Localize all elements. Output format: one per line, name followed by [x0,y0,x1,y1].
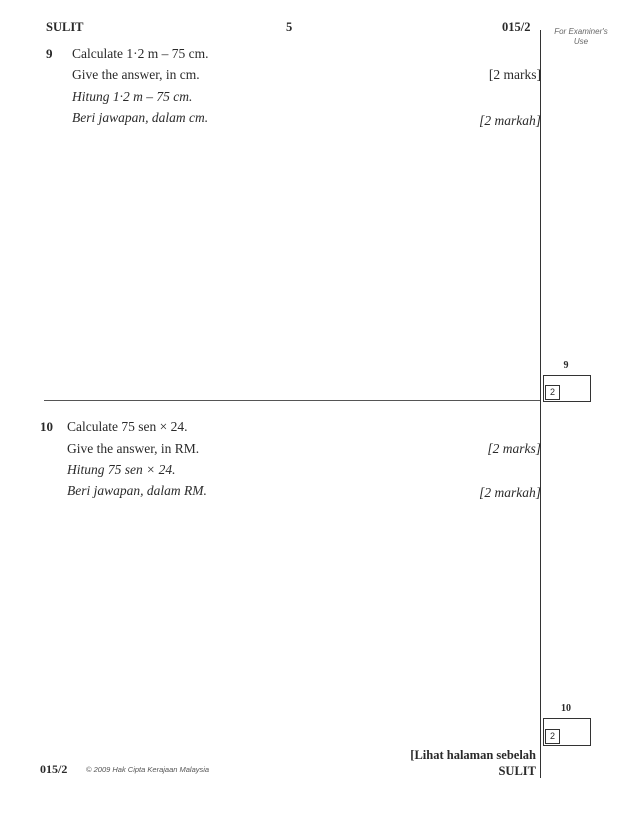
question-10-score-box [543,718,591,746]
question-9-marks-bm: [2 markah] [479,113,541,128]
question-10-number: 10 [40,419,53,434]
question-10-instruction-en: Give the answer, in RM. [67,441,200,456]
footer-copyright: © 2009 Hak Cipta Kerajaan Malaysia [86,765,210,774]
examiner-use-label: For Examiner's Use [554,27,608,46]
question-9-marks-en: [2 marks] [488,67,541,82]
question-10-max-marks: 2 [545,729,560,744]
question-10-text-en: Calculate 75 sen × 24. [67,419,188,434]
question-10-marks-bm: [2 markah] [479,485,541,500]
question-separator [44,400,540,401]
question-9-max-marks: 2 [545,385,560,400]
question-9-number: 9 [46,46,53,61]
question-10-text-bm: Hitung 75 sen × 24. [67,462,176,477]
question-9-box-label: 9 [563,360,569,371]
question-10-marks-en: [2 marks] [487,441,541,456]
footer-paper-code: 015/2 [40,762,68,776]
question-9-text-en: Calculate 1·2 m – 75 cm. [72,46,209,61]
header-sulit: SULIT [46,20,84,34]
footer-sulit: SULIT [498,764,536,778]
question-9-instruction-en: Give the answer, in cm. [72,67,200,82]
page-number: 5 [286,20,293,34]
question-10-box-label: 10 [561,703,571,714]
question-9-instruction-bm: Beri jawapan, dalam cm. [72,110,209,125]
question-9-score-box [543,375,591,402]
footer-next-page: [Lihat halaman sebelah [410,748,536,762]
paper-code: 015/2 [502,20,531,34]
examiner-column-divider [540,30,541,778]
question-9-text-bm: Hitung 1·2 m – 75 cm. [72,89,193,104]
question-10-instruction-bm: Beri jawapan, dalam RM. [67,483,207,498]
